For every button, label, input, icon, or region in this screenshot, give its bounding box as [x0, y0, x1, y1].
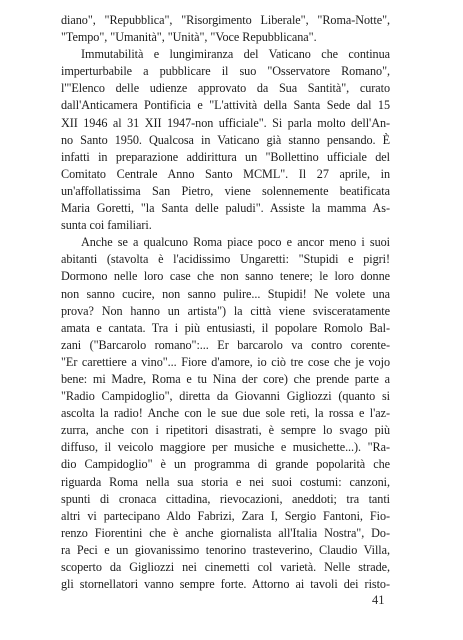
text-line: non sanno cucire, non sanno pulire... Stupidi! Ne volete una: [61, 286, 390, 301]
text-line: prova? Non hanno un artista") la città viene svisceratamente: [61, 303, 390, 318]
text-line: gli stornellatori vanno sempre forte. Attorno ai tavoli dei risto-: [61, 577, 390, 592]
text-line: imperturbabile a pubblicare il suo "Osservatore Romano",: [61, 64, 390, 79]
text-line: no Santo 1950. Qualcosa in Vaticano già stanno pensando. È: [61, 132, 390, 147]
text-line: Immutabilità e lungimiranza del Vaticano che continua: [81, 47, 390, 62]
page-number: 41: [372, 593, 385, 607]
text-line: un'affollatissima San Pietro, viene solennemente beatificata: [61, 183, 390, 198]
text-line: diano", "Repubblica", "Risorgimento Liberale", "Roma-Notte",: [61, 13, 390, 27]
text-line: "Tempo", "Umanità", "Unità", "Voce Repubblicana".: [61, 30, 317, 45]
text-line: bene: mi Madre, Roma e tu Nina der core) che prende parte a: [61, 371, 390, 386]
text-line: abitanti (stavolta è l'acidissimo Ungaretti: "Stupidi e pigri!: [61, 252, 390, 267]
text-line: Dormono nelle loro case che non sanno tenere; le loro donne: [61, 269, 390, 284]
text-line: infatti in preparazione addirittura un "Bollettino ufficiale del: [61, 149, 390, 164]
text-line: Comitato Centrale Anno Santo MCML". Il 27 aprile, in: [61, 166, 390, 181]
text-line: Maria Goretti, "la Santa delle paludi". Assiste la mamma As-: [61, 201, 390, 216]
text-line: zurra, anche con i ripetitori disastrati, è sempre lo svago più: [61, 423, 390, 438]
text-line: dall'Anticamera Pontificia e "L'attività della Santa Sede dal 15: [61, 98, 390, 113]
text-line: zani ("Barcarolo romano":... Er barcarolo va contro corente-: [61, 337, 390, 352]
text-line: amata e cantata. Tra i più entusiasti, il popolare Romolo Bal-: [61, 320, 390, 335]
text-line: "Er carettiere a vino"... Fiore d'amore, io ciò tre cose che je vojo: [61, 354, 390, 369]
text-line: spunti di cronaca cittadina, rievocazioni, aneddoti; tra tanti: [61, 491, 390, 506]
text-line: l'"Elenco delle udienze approvato da Sua Santità", curato: [61, 81, 390, 96]
text-line: scoperto da Gigliozzi nei cinemetti col varietà. Nelle strade,: [61, 560, 390, 574]
text-line: ascolta la radio! Anche con le sue due sole reti, la rossa e l'az-: [61, 406, 390, 421]
text-line: dio Campidoglio" è un programma di grande popolarità che: [61, 457, 390, 472]
text-line: "Radio Campidoglio", diretta da Giovanni Gigliozzi (quanto si: [61, 389, 390, 404]
text-line: ra Peci e un giovanissimo tenorino trasteverino, Claudio Villa,: [61, 542, 390, 557]
text-line: XII 1946 al 31 XII 1947-non ufficiale". Si parla molto dell'An-: [61, 115, 390, 130]
text-line: riguarda Roma nella sua storia e nei suoi costumi: canzoni,: [61, 474, 390, 489]
text-line: altri vi partecipano Aldo Fabrizi, Zara I, Sergio Fantoni, Fio-: [61, 508, 390, 523]
text-line: renzo Fiorentini che è anche giornalista all'Italia Nostra", Do-: [61, 525, 390, 540]
text-line: Anche se a qualcuno Roma piace poco e ancor meno i suoi: [81, 235, 390, 250]
body-text: [61, 12, 390, 593]
text-line: diffuso, il veicolo maggiore per musiche e musichette...). "Ra-: [61, 440, 390, 455]
text-line: sunta coi familiari.: [61, 218, 152, 233]
